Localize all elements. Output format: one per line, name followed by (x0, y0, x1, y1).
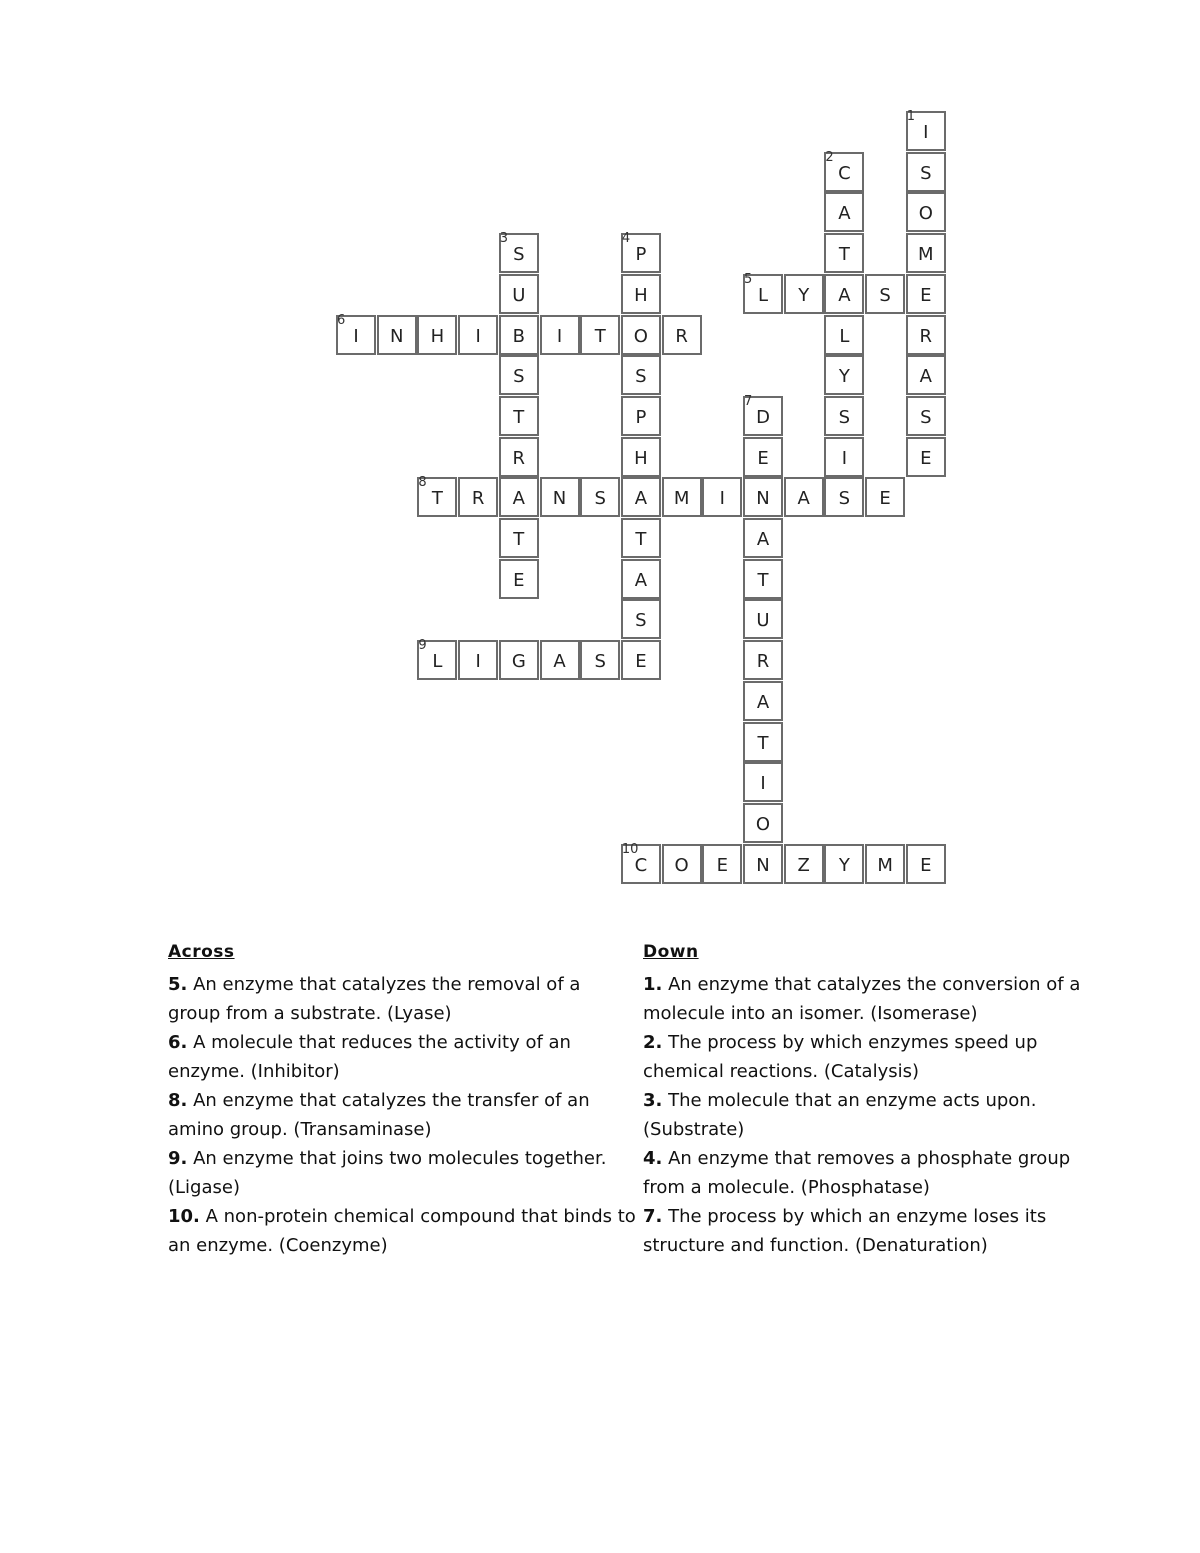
cell-letter: B (512, 325, 525, 347)
cell-letter: S (513, 244, 525, 266)
cell-letter: I (923, 122, 929, 143)
cell-letter: U (512, 284, 526, 306)
grid-cell[interactable] (743, 599, 783, 639)
grid-cell[interactable] (540, 640, 580, 680)
grid-cell[interactable] (458, 640, 498, 680)
cell-letter: N (756, 854, 770, 876)
cell-letter: A (919, 366, 932, 388)
grid-cell[interactable] (417, 477, 457, 517)
grid-cell[interactable] (458, 477, 498, 517)
grid-cell[interactable] (784, 477, 824, 517)
grid-cell[interactable] (906, 233, 946, 273)
grid-cell[interactable] (499, 233, 539, 273)
cell-letter: I (719, 488, 725, 510)
cell-letter: E (513, 569, 525, 591)
grid-cell[interactable] (621, 559, 661, 599)
grid-cell[interactable] (743, 681, 783, 721)
cell-letter: S (879, 284, 891, 306)
cell-letter: A (756, 691, 770, 713)
grid-cell[interactable] (906, 396, 946, 436)
grid-cell[interactable] (662, 315, 702, 355)
cell-letter: I (760, 773, 766, 795)
cell-letter: E (920, 447, 932, 469)
clues-section (168, 942, 1128, 1282)
cell-letter: E (920, 284, 932, 306)
cell-letter: A (512, 488, 525, 510)
clue-number: 6 (337, 312, 346, 328)
clue-down-2: 2. The process by which enzymes speed up chemical reactions. (Catalysis) (643, 1032, 1038, 1082)
cell-letter: R (512, 447, 526, 469)
cell-letter: A (756, 529, 770, 550)
grid-cell[interactable] (499, 559, 539, 599)
grid-cell[interactable] (784, 274, 824, 314)
cell-letter: N (552, 488, 567, 510)
cell-letter: M (877, 854, 893, 876)
grid-cell[interactable] (580, 315, 620, 355)
grid-cell[interactable] (824, 315, 864, 355)
grid-cell[interactable] (621, 233, 661, 273)
cell-letter: P (635, 406, 647, 428)
clue-number: 7 (744, 393, 753, 409)
cell-letter: A (838, 284, 851, 306)
grid-cell[interactable] (743, 722, 783, 762)
grid-cell[interactable] (499, 437, 539, 477)
cell-letter: S (594, 651, 606, 673)
cell-letter: H (430, 325, 445, 347)
cell-letter: O (633, 325, 648, 347)
grid-cell[interactable] (743, 518, 783, 558)
cell-letter: Y (838, 854, 850, 876)
grid-cell[interactable] (906, 152, 946, 192)
cell-letter: M (673, 488, 690, 510)
grid-cell[interactable] (906, 111, 946, 151)
grid-cell[interactable] (824, 437, 864, 477)
clue-across-9: 9. An enzyme that joins two molecules together. (Ligase) (168, 1148, 607, 1198)
cell-letter: R (919, 325, 933, 347)
grid-cell[interactable] (336, 312, 376, 355)
cell-letter: N (389, 325, 404, 347)
grid-cell[interactable] (540, 477, 580, 517)
grid-cell[interactable] (499, 518, 539, 558)
cell-letter: E (920, 854, 932, 876)
cell-letter: L (757, 284, 769, 306)
cell-letter: Z (797, 854, 810, 876)
grid-cell[interactable] (824, 396, 864, 436)
grid-cell[interactable] (743, 393, 783, 436)
grid-cell[interactable] (621, 355, 661, 395)
grid-cell[interactable] (662, 844, 702, 884)
grid-cell[interactable] (743, 437, 783, 477)
clue-number: 10 (621, 841, 639, 857)
cell-letter: R (471, 488, 485, 510)
grid-cell[interactable] (906, 355, 946, 395)
cell-letter: T (635, 529, 647, 550)
cell-letter: E (757, 447, 769, 469)
grid-cell[interactable] (743, 477, 783, 517)
grid-cell[interactable] (743, 640, 783, 680)
grid-cell[interactable] (784, 844, 824, 884)
cell-letter: O (918, 203, 933, 225)
cell-letter: T (431, 488, 443, 510)
cell-letter: T (513, 529, 525, 550)
cell-letter: I (475, 325, 481, 347)
grid-cell[interactable] (499, 640, 539, 680)
clue-number: 5 (744, 271, 753, 287)
grid-cell[interactable] (621, 640, 661, 680)
grid-cell[interactable] (621, 396, 661, 436)
cell-letter: C (634, 854, 648, 876)
grid-cell[interactable] (621, 315, 661, 355)
cell-letter: Y (838, 366, 850, 388)
cell-letter: S (635, 610, 647, 632)
cell-letter: Y (798, 284, 810, 306)
clue-number: 1 (906, 109, 916, 124)
grid-cell[interactable] (824, 233, 864, 273)
clue-across-10: 10. A non-protein chemical compound that binds to an enzyme. (Coenzyme) (168, 1206, 636, 1256)
cell-letter: H (634, 447, 648, 469)
grid-cell[interactable] (865, 844, 905, 884)
cell-letter: A (553, 651, 566, 673)
across-clues (168, 942, 638, 1260)
cell-letter: S (920, 162, 932, 184)
grid-cell[interactable] (824, 844, 864, 884)
cell-letter: G (511, 651, 526, 673)
grid-cell[interactable] (824, 355, 864, 395)
grid-cell[interactable] (499, 477, 539, 517)
grid-cell[interactable] (621, 437, 661, 477)
grid-cell[interactable] (906, 315, 946, 355)
grid-cell[interactable] (743, 762, 783, 802)
cell-letter: E (635, 651, 647, 673)
cell-letter: A (838, 203, 851, 225)
grid-cell[interactable] (377, 315, 417, 355)
cell-letter: R (756, 651, 770, 673)
grid-cell[interactable] (499, 315, 539, 355)
cell-letter: E (879, 488, 891, 510)
grid-cell[interactable] (824, 274, 864, 314)
cell-letter: U (756, 610, 770, 632)
clue-across-6: 6. A molecule that reduces the activity of an enzyme. (Inhibitor) (168, 1032, 571, 1082)
across-heading: Across (168, 942, 235, 962)
clue-down-3: 3. The molecule that an enzyme acts upon. (Substrate) (643, 1090, 1037, 1140)
cell-letter: A (797, 488, 810, 510)
clue-across-5: 5. An enzyme that catalyzes the removal of a group from a substrate. (Lyase) (168, 974, 581, 1024)
cell-letter: T (513, 406, 525, 428)
grid-cell[interactable] (906, 192, 946, 232)
cell-letter: T (838, 244, 850, 266)
cell-letter: S (838, 406, 851, 428)
cell-letter: S (513, 366, 525, 388)
grid-cell[interactable] (906, 844, 946, 884)
cell-letter: P (635, 244, 647, 266)
down-heading: Down (643, 942, 699, 962)
clue-down-1: 1. An enzyme that catalyzes the conversion of a molecule into an isomer. (Isomerase) (643, 974, 1081, 1024)
cell-letter: I (353, 325, 359, 347)
grid-cell[interactable] (499, 274, 539, 314)
clue-number: 4 (621, 231, 631, 247)
grid-cell[interactable] (702, 477, 742, 517)
grid-cell[interactable] (621, 477, 661, 517)
cell-letter: N (756, 488, 770, 510)
clue-number: 2 (825, 149, 834, 165)
grid-cell[interactable] (580, 477, 620, 517)
grid-cell[interactable] (702, 844, 742, 884)
cell-letter: I (841, 447, 848, 469)
grid-cell[interactable] (906, 274, 946, 314)
cell-letter: M (918, 244, 934, 266)
cell-letter: T (757, 569, 769, 591)
clue-number: 9 (418, 638, 427, 654)
clue-number: 3 (499, 231, 509, 247)
grid-cell[interactable] (743, 559, 783, 599)
cell-letter: T (594, 325, 606, 347)
grid-cell[interactable] (417, 640, 457, 680)
grid-cell[interactable] (417, 315, 457, 355)
grid-cell[interactable] (621, 599, 661, 639)
cell-letter: H (634, 284, 648, 306)
cell-letter: O (674, 854, 689, 876)
grid-cell[interactable] (865, 477, 905, 517)
cell-letter: O (755, 813, 771, 835)
cell-letter: S (594, 488, 606, 510)
cell-letter: I (475, 651, 481, 673)
cell-letter: S (920, 406, 932, 428)
grid-cell[interactable] (743, 844, 783, 884)
cell-letter: D (756, 406, 770, 428)
cell-letter: A (634, 569, 648, 591)
grid-cell[interactable] (824, 192, 864, 232)
cell-letter: E (716, 854, 728, 876)
cell-letter: L (839, 325, 850, 347)
grid-cell[interactable] (662, 477, 702, 517)
cell-letter: L (432, 651, 443, 673)
grid-cell[interactable] (621, 274, 661, 314)
clue-down-4: 4. An enzyme that removes a phosphate group from a molecule. (Phosphatase) (643, 1148, 1071, 1198)
grid-cell[interactable] (499, 355, 539, 395)
grid-cell[interactable] (580, 640, 620, 680)
cell-letter: R (675, 325, 688, 347)
clue-across-8: 8. An enzyme that catalyzes the transfer of an amino group. (Transaminase) (168, 1090, 590, 1140)
grid-cell[interactable] (458, 315, 498, 355)
grid-cell[interactable] (621, 518, 661, 558)
down-clues (643, 942, 1113, 1260)
cell-letter: C (838, 162, 851, 184)
clue-down-7: 7. The process by which an enzyme loses its structure and function. (Denaturation) (643, 1206, 1047, 1256)
grid-cell[interactable] (499, 396, 539, 436)
grid-cell[interactable] (743, 803, 783, 843)
grid-cell[interactable] (743, 271, 783, 314)
cell-letter: T (757, 732, 769, 754)
cell-letter: S (635, 366, 647, 388)
clue-number: 8 (418, 475, 427, 491)
cell-letter: S (838, 488, 851, 510)
grid-cell[interactable] (824, 149, 864, 192)
grid-cell[interactable] (621, 841, 661, 884)
grid-cell[interactable] (540, 315, 580, 355)
grid-cell[interactable] (906, 437, 946, 477)
grid-cell[interactable] (824, 477, 864, 517)
cell-letter: I (556, 325, 563, 347)
grid-cell[interactable] (865, 274, 905, 314)
cell-letter: A (634, 488, 648, 510)
